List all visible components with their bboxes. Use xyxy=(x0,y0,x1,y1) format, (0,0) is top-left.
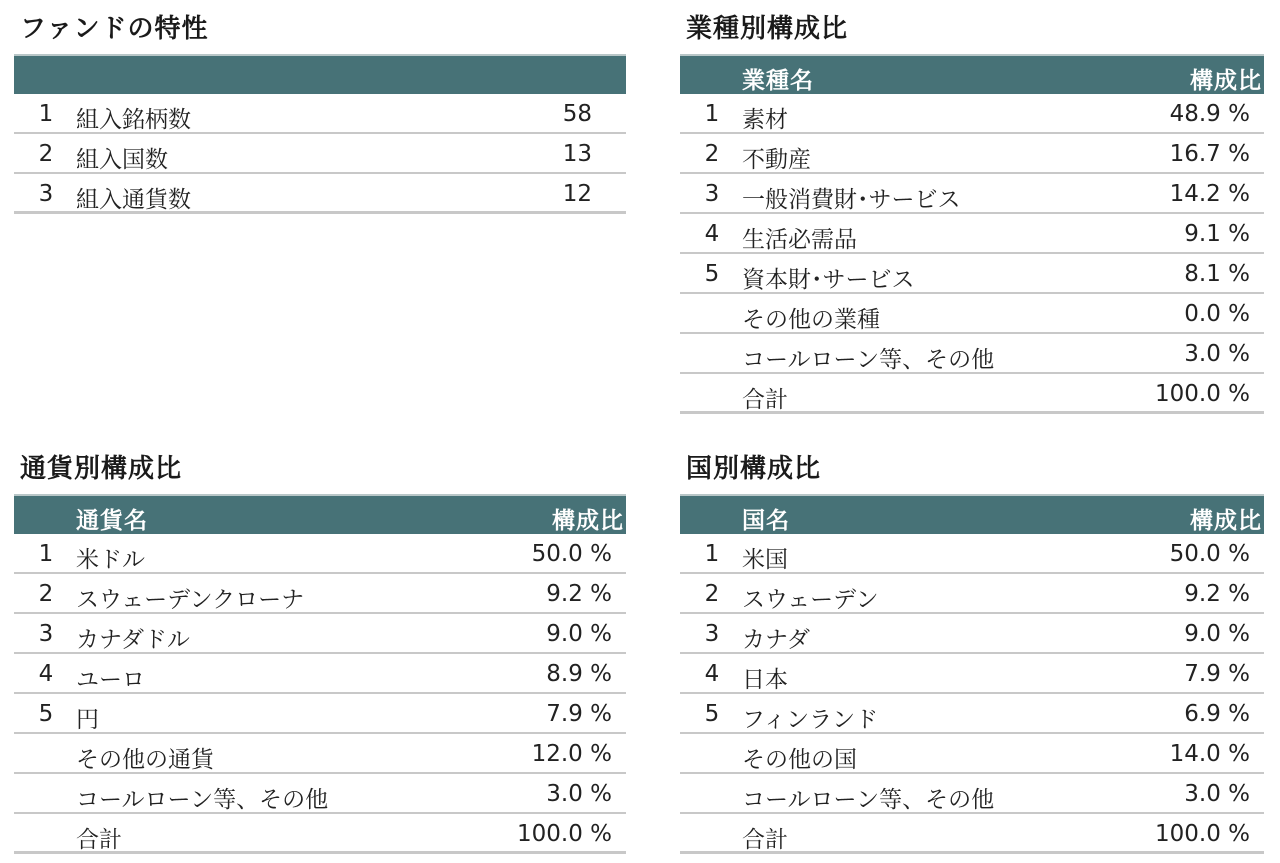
header-name: 業種名 xyxy=(742,68,814,94)
row-rank: 2 xyxy=(38,141,54,167)
row-rank: 3 xyxy=(704,621,720,647)
row-name: その他の通貨 xyxy=(76,747,214,773)
row-rank: 4 xyxy=(704,221,720,247)
fund-characteristics-table xyxy=(14,54,626,214)
header-name: 通貨名 xyxy=(76,508,148,534)
row-value: 100.0 % xyxy=(516,821,612,847)
row-value: 3.0 % xyxy=(1184,781,1250,807)
row-rank: 2 xyxy=(704,581,720,607)
table-row xyxy=(680,94,1264,134)
row-name: ユーロ xyxy=(76,667,145,693)
sector-panel xyxy=(680,14,1264,414)
row-rank: 2 xyxy=(704,141,720,167)
row-name: フィンランド xyxy=(742,707,879,733)
row-name: 素材 xyxy=(742,107,788,133)
row-value: 0.0 % xyxy=(1184,301,1250,327)
row-value: 9.2 % xyxy=(546,581,612,607)
fund-characteristics-panel xyxy=(14,14,626,214)
row-value: 9.0 % xyxy=(546,621,612,647)
header-ratio: 構成比 xyxy=(1190,68,1262,94)
row-rank: 1 xyxy=(38,101,54,127)
table-row xyxy=(680,574,1264,614)
table-header xyxy=(680,494,1264,534)
row-rank: 2 xyxy=(38,581,54,607)
row-name: 円 xyxy=(76,707,99,733)
row-value: 100.0 % xyxy=(1154,821,1250,847)
header-name: 国名 xyxy=(742,508,790,534)
table-row xyxy=(680,334,1264,374)
row-name: 米国 xyxy=(742,547,788,573)
row-value: 16.7 % xyxy=(1169,141,1250,167)
table-row xyxy=(680,214,1264,254)
row-name: 組入通貨数 xyxy=(76,187,191,213)
table-row xyxy=(680,694,1264,734)
row-rank: 1 xyxy=(704,541,720,567)
row-name: 一般消費財･サービス xyxy=(742,187,961,213)
row-name: 組入国数 xyxy=(76,147,168,173)
sector-title: 業種別構成比 xyxy=(686,14,849,44)
table-row xyxy=(680,614,1264,654)
table-header xyxy=(14,494,626,534)
row-rank: 3 xyxy=(38,181,54,207)
table-row xyxy=(14,774,626,814)
row-name: 合計 xyxy=(742,387,788,413)
row-value: 50.0 % xyxy=(1169,541,1250,567)
table-row xyxy=(14,574,626,614)
row-value: 8.9 % xyxy=(546,661,612,687)
table-row xyxy=(680,174,1264,214)
row-name: 組入銘柄数 xyxy=(76,107,191,133)
row-rank: 3 xyxy=(38,621,54,647)
table-row xyxy=(680,134,1264,174)
table-row xyxy=(14,94,626,134)
row-rank: 1 xyxy=(704,101,720,127)
row-rank: 1 xyxy=(38,541,54,567)
table-row xyxy=(680,294,1264,334)
row-value: 9.2 % xyxy=(1184,581,1250,607)
table-row xyxy=(14,134,626,174)
row-name: その他の国 xyxy=(742,747,857,773)
row-value: 9.1 % xyxy=(1184,221,1250,247)
row-value: 6.9 % xyxy=(1184,701,1250,727)
row-name: 資本財･サービス xyxy=(742,267,915,293)
row-value: 7.9 % xyxy=(1184,661,1250,687)
row-rank: 3 xyxy=(704,181,720,207)
row-name: カナダドル xyxy=(76,627,190,653)
country-panel xyxy=(680,454,1264,854)
row-value: 13 xyxy=(562,141,592,167)
header-ratio: 構成比 xyxy=(1190,508,1262,534)
row-name: 生活必需品 xyxy=(742,227,857,253)
row-name: 米ドル xyxy=(76,547,145,573)
row-name: 合計 xyxy=(742,827,788,853)
table-row xyxy=(680,534,1264,574)
row-rank: 4 xyxy=(38,661,54,687)
row-name: カナダ xyxy=(742,627,810,653)
row-value: 12 xyxy=(562,181,592,207)
fund-characteristics-title: ファンドの特性 xyxy=(20,14,209,44)
row-rank: 5 xyxy=(704,261,720,287)
row-rank: 4 xyxy=(704,661,720,687)
row-value: 3.0 % xyxy=(546,781,612,807)
table-row xyxy=(14,174,626,214)
row-name: 日本 xyxy=(742,667,788,693)
row-name: スウェーデンクローナ xyxy=(76,587,305,613)
table-row xyxy=(14,694,626,734)
table-row-total xyxy=(680,814,1264,854)
row-rank: 5 xyxy=(38,701,54,727)
row-value: 14.0 % xyxy=(1169,741,1250,767)
row-value: 9.0 % xyxy=(1184,621,1250,647)
table-row xyxy=(680,774,1264,814)
row-value: 7.9 % xyxy=(546,701,612,727)
row-name: コールローン等、その他 xyxy=(742,787,995,813)
row-name: その他の業種 xyxy=(742,307,880,333)
row-rank: 5 xyxy=(704,701,720,727)
currency-table xyxy=(14,494,626,854)
currency-title: 通貨別構成比 xyxy=(20,454,183,484)
row-value: 14.2 % xyxy=(1169,181,1250,207)
row-name: スウェーデン xyxy=(742,587,879,613)
row-name: 合計 xyxy=(76,827,122,853)
row-name: コールローン等、その他 xyxy=(76,787,329,813)
row-value: 100.0 % xyxy=(1154,381,1250,407)
table-row-total xyxy=(14,814,626,854)
sector-table xyxy=(680,54,1264,414)
header-ratio: 構成比 xyxy=(552,508,624,534)
table-row xyxy=(680,254,1264,294)
table-row xyxy=(14,534,626,574)
row-value: 12.0 % xyxy=(531,741,612,767)
table-row-total xyxy=(680,374,1264,414)
row-value: 58 xyxy=(562,101,592,127)
row-value: 3.0 % xyxy=(1184,341,1250,367)
row-value: 48.9 % xyxy=(1169,101,1250,127)
table-row xyxy=(14,734,626,774)
table-header xyxy=(14,54,626,94)
table-row xyxy=(14,614,626,654)
country-table xyxy=(680,494,1264,854)
table-row xyxy=(680,734,1264,774)
row-value: 8.1 % xyxy=(1184,261,1250,287)
row-value: 50.0 % xyxy=(531,541,612,567)
row-name: コールローン等、その他 xyxy=(742,347,995,373)
currency-panel xyxy=(14,454,626,854)
table-header xyxy=(680,54,1264,94)
table-row xyxy=(14,654,626,694)
country-title: 国別構成比 xyxy=(686,454,822,484)
table-row xyxy=(680,654,1264,694)
row-name: 不動産 xyxy=(742,147,811,173)
